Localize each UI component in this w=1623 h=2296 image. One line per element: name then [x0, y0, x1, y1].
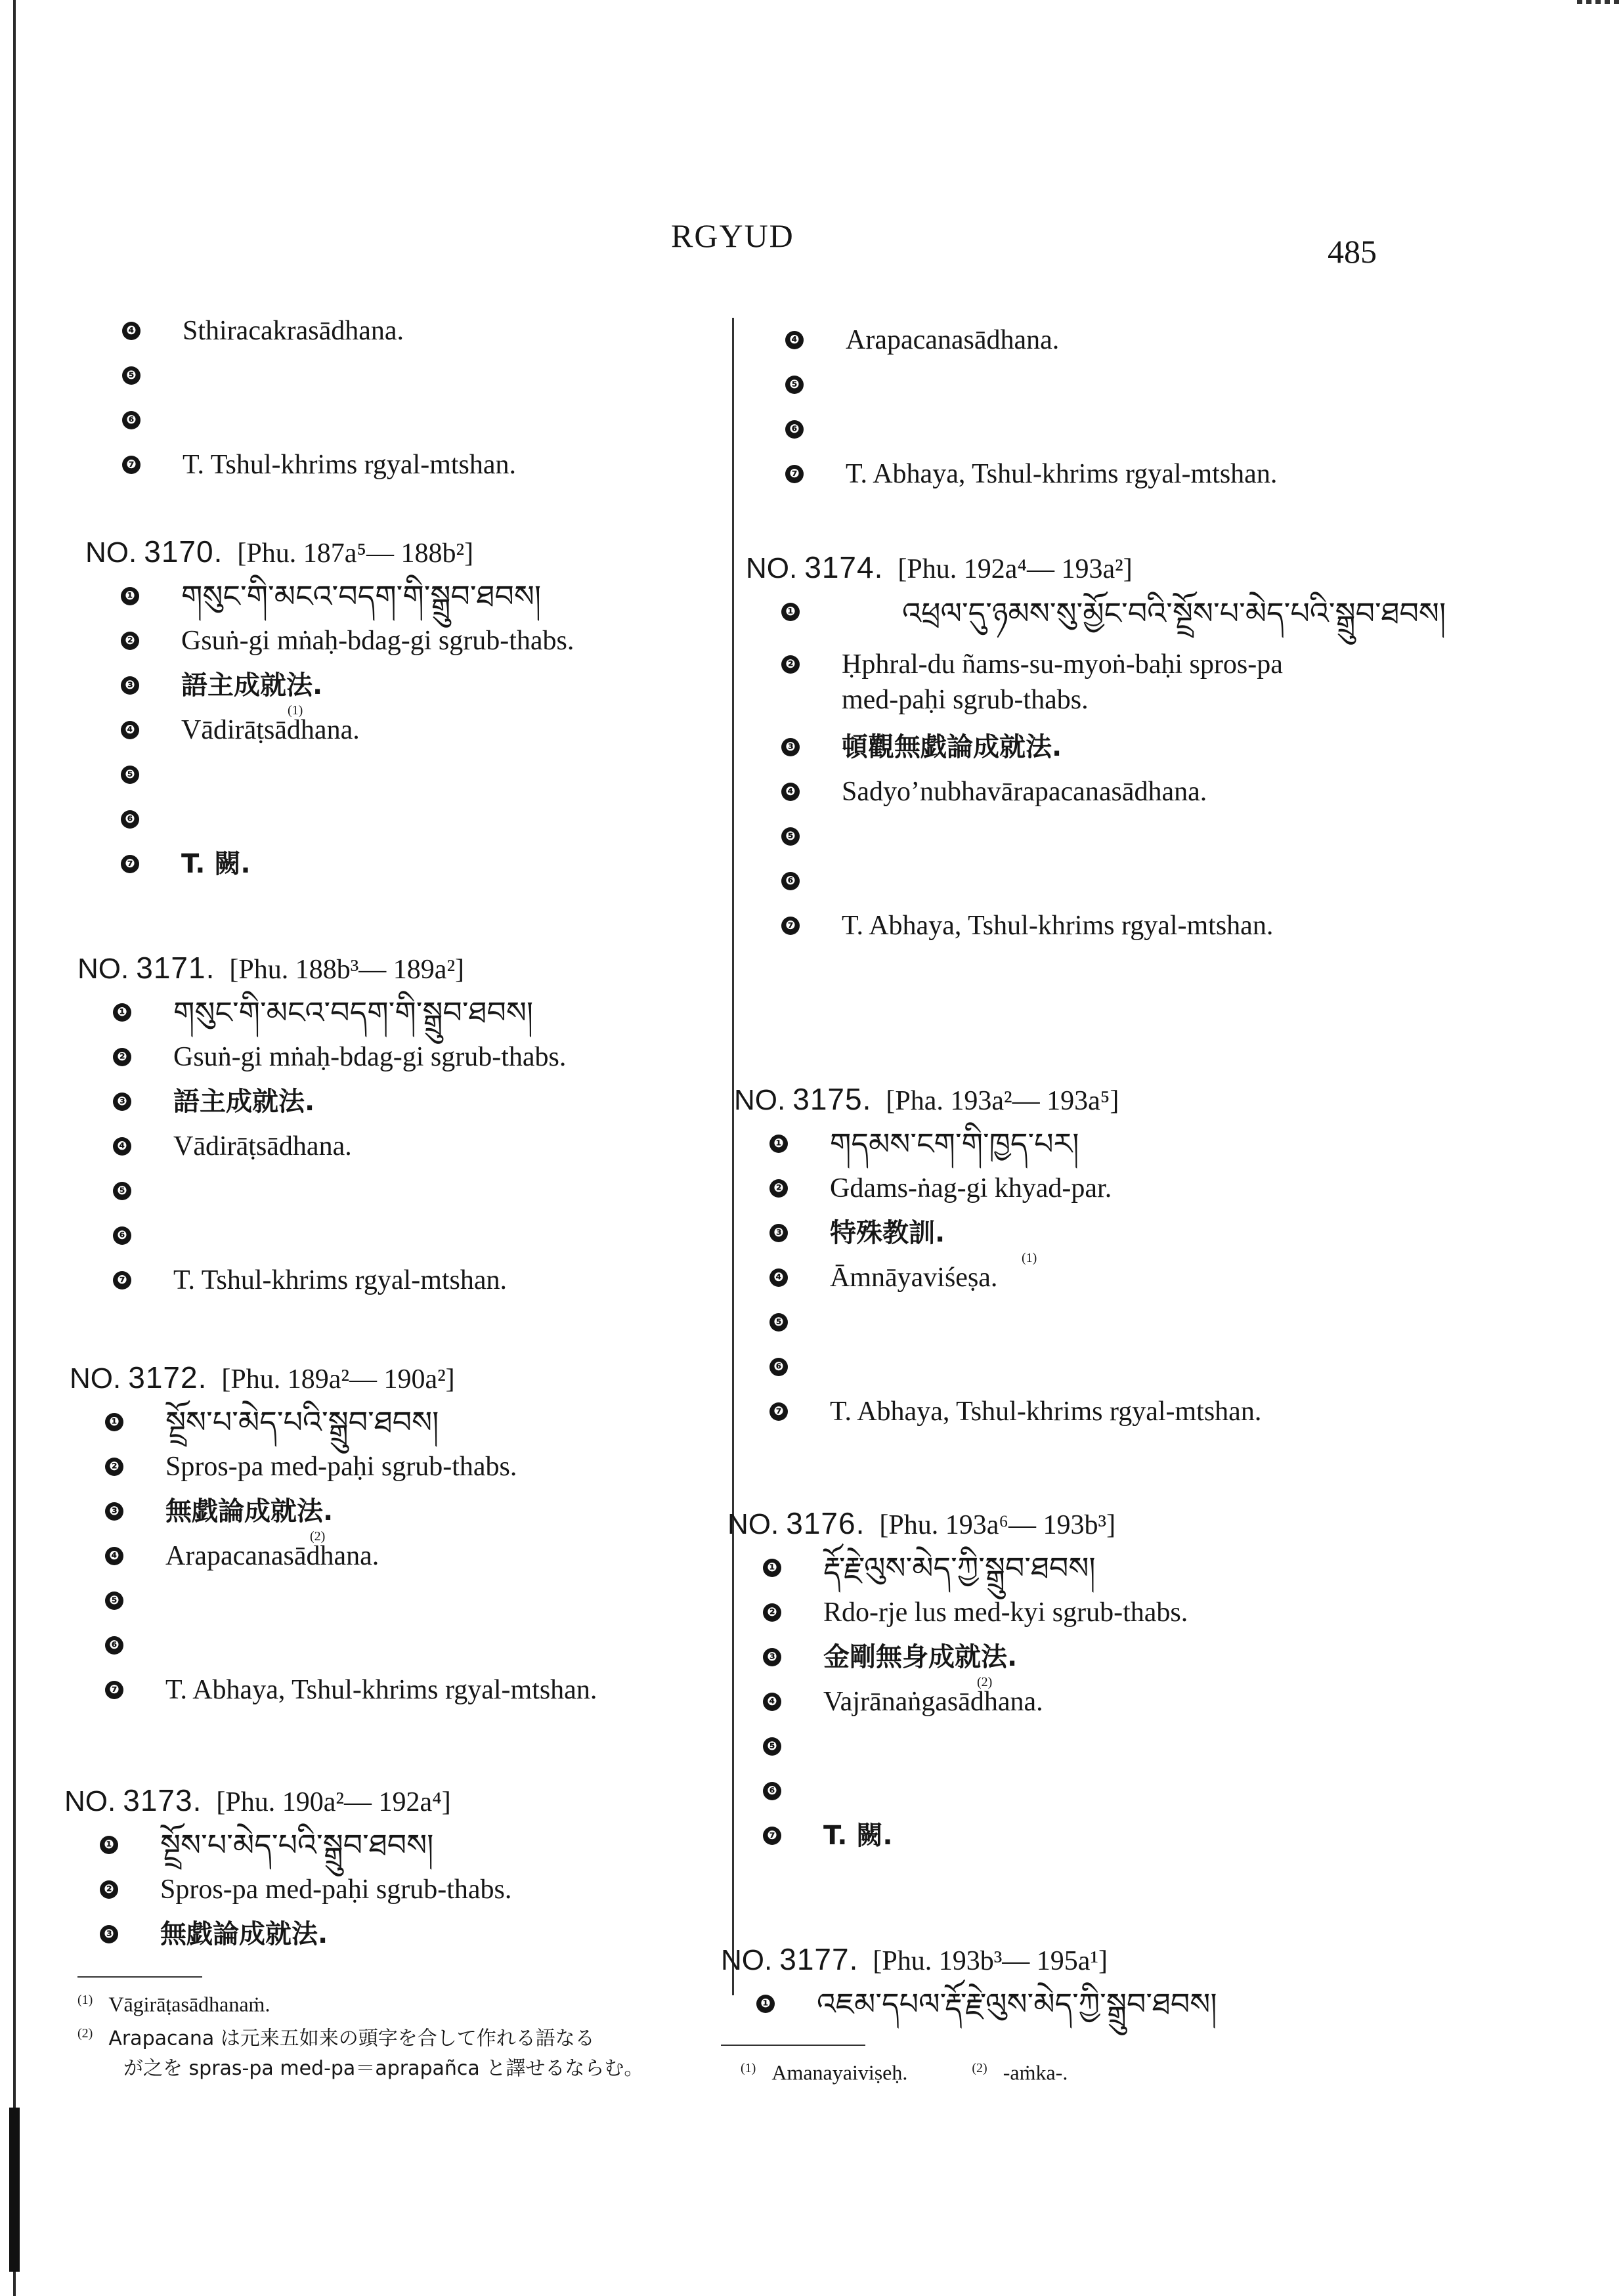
marker-7: ❼: [121, 855, 139, 873]
marker-4: ❹: [769, 1268, 788, 1287]
marker-5: ❺: [763, 1737, 781, 1756]
line-2: [781, 642, 1419, 687]
entry-3171: [77, 945, 567, 1303]
marker-3: ❸: [763, 1648, 781, 1666]
footnote-2-text: -aṁka-.: [1003, 2060, 1068, 2085]
footnote-ref: (1): [1022, 1251, 1037, 1265]
folio-location: [Phu. 190a²— 192a⁴]: [216, 1787, 451, 1817]
line-2: [769, 1166, 1119, 1211]
line-1: [763, 1546, 1115, 1590]
line-6: [769, 1345, 1119, 1389]
running-header: RGYUD: [671, 217, 794, 254]
line-2: [763, 1590, 1188, 1635]
entry-heading: [721, 1937, 1108, 1982]
marker-2: ❷: [763, 1603, 781, 1622]
marker-6: ❻: [781, 872, 800, 890]
marker-7: ❼: [113, 1271, 131, 1289]
entry-heading: [734, 1077, 1119, 1121]
marker-7: ❼: [785, 465, 804, 483]
transliteration: Gsuṅ-gi mṅaḥ-bdag-gi sgrub-thabs.: [181, 626, 574, 656]
entry-3170: [85, 529, 574, 886]
footnote-ref: (2): [310, 1529, 326, 1544]
entry-3172: [70, 1355, 597, 1712]
marker-1: ❶: [105, 1413, 123, 1431]
line-5: [121, 752, 473, 797]
marker-1: ❶: [100, 1836, 118, 1854]
entry-no-label: NO.: [64, 1785, 116, 1817]
footnotes-right: [741, 2054, 1068, 2087]
transliteration: Gsuṅ-gi mṅaḥ-bdag-gi sgrub-thabs.: [173, 1042, 567, 1072]
line-1: [756, 1982, 1217, 2026]
entry-no-label: NO.: [727, 1508, 779, 1540]
sanskrit-title: Vajrānaṅgasādhana.: [823, 1687, 1043, 1717]
footnote-2-text-a: Arapacana は元来五如来の頭字を合して作れる語なる: [108, 2027, 595, 2050]
line-6: [121, 797, 473, 842]
marker-3: ❸: [769, 1224, 788, 1242]
line-6: [113, 1213, 464, 1258]
marker-5: ❺: [769, 1313, 788, 1332]
entry-no-label: NO.: [70, 1362, 121, 1395]
marker-4: ❹: [105, 1547, 123, 1565]
marker-2: ❷: [781, 655, 800, 674]
line-7: [113, 1258, 508, 1303]
chinese-title: 頓觀無戯論成就法.: [842, 732, 1062, 762]
line-4: [105, 1529, 455, 1578]
marker-7: ❼: [122, 456, 141, 474]
chinese-title: 無戯論成就法.: [165, 1496, 334, 1527]
footnote-2-mark: (2): [972, 2061, 987, 2075]
marker-2: ❷: [113, 1048, 131, 1066]
chinese-title: 語主成就法.: [181, 670, 323, 701]
marker-2: ❷: [121, 632, 139, 650]
marker-6: ❻: [785, 420, 804, 439]
footnote-rule: [77, 1976, 202, 1978]
chinese-title: 無戯論成就法.: [160, 1919, 328, 1949]
folio-location: [Phu. 193b³— 195a¹]: [873, 1946, 1108, 1976]
line-5: [113, 1169, 464, 1213]
sanskrit-title: Arapacanasādhana.: [165, 1541, 379, 1571]
marker-4: ❹: [122, 322, 141, 340]
footnote-line: [741, 2054, 1068, 2087]
footnote-2-cont: [77, 2053, 643, 2083]
marker-4: ❹: [121, 721, 139, 739]
line-1: [113, 990, 534, 1035]
line-2: [121, 618, 574, 663]
entry-heading: [727, 1501, 1115, 1546]
transliteration: Ḥphral-du ñams-su-myoṅ-baḥi spros-pa: [842, 649, 1283, 680]
sanskrit-title: Arapacanasādhana.: [846, 325, 1060, 355]
folio-location: [Phu. 189a²— 190a²]: [221, 1364, 455, 1395]
line-2-cont: [781, 687, 1419, 725]
line-4: [763, 1675, 1115, 1724]
line-4: [113, 1124, 464, 1169]
entry-heading: [746, 545, 1419, 590]
entry-3176: [727, 1501, 1188, 1858]
transliteration: Gdams-ṅag-gi khyad-par.: [830, 1173, 1112, 1203]
line-6: [781, 859, 1419, 903]
corner-mark: [1577, 0, 1623, 4]
line-2: [113, 1035, 567, 1079]
translators: T. 闕.: [181, 849, 251, 879]
marker-1: ❶: [756, 1995, 775, 2013]
line-7: [105, 1668, 597, 1712]
line-1: [769, 1121, 1119, 1166]
line-3: [113, 1079, 464, 1124]
translators: T. Abhaya, Tshul-khrims rgyal-mtshan.: [842, 911, 1274, 941]
sanskrit-title: Sadyo’nubhavārapacanasādhana.: [842, 777, 1207, 807]
entry-no-label: NO.: [746, 552, 798, 584]
marker-7: ❼: [105, 1681, 123, 1699]
marker-1: ❶: [781, 603, 800, 621]
line-6: [763, 1769, 1115, 1813]
line-2: [105, 1444, 517, 1489]
footnote-2: [77, 2019, 643, 2054]
line-4: [769, 1251, 1119, 1300]
marker-1: ❶: [763, 1559, 781, 1577]
marker-4: ❹: [113, 1137, 131, 1156]
footnote-1-text: Vāgirāṭasādhanaṁ.: [108, 1992, 270, 2016]
footnote-2-text-b: が之を spras-pa med-pa＝aprapañca と譯せるならむ。: [123, 2057, 644, 2081]
entry-number: 3176.: [786, 1506, 865, 1540]
entry-heading: [64, 1778, 451, 1823]
chinese-title: 金剛無身成就法.: [823, 1642, 1018, 1672]
line-7: [769, 1389, 1262, 1434]
tibetan-title: སྔྲོས་པ་མེད་པའི་སྒྲུབ་ཐབས།: [160, 1827, 434, 1863]
marker-1: ❶: [121, 587, 139, 605]
chinese-title: 特殊教訓.: [830, 1218, 945, 1248]
marker-2: ❷: [100, 1880, 118, 1899]
chinese-title: 語主成就法.: [173, 1087, 315, 1117]
entry-3173: [64, 1778, 512, 1957]
entry-no-label: NO.: [85, 536, 137, 569]
entry-no-label: NO.: [77, 953, 129, 985]
tibetan-title: གསུང་གི་མངའ་བདག་གི་སྒྲུབ་ཐབས།: [181, 578, 542, 614]
footnote-ref: (1): [288, 703, 303, 718]
entry-number: 3175.: [792, 1082, 872, 1116]
line-5: [763, 1724, 1115, 1769]
entry-no-label: NO.: [721, 1944, 773, 1976]
footnote-1-mark: (1): [741, 2061, 756, 2075]
sanskrit-title: Āmnāyaviśeṣa.: [830, 1263, 998, 1293]
transliteration: Spros-pa med-paḥi sgrub-thabs.: [165, 1452, 517, 1482]
entry-3175: [734, 1077, 1262, 1434]
footnote-1-mark: (1): [77, 1993, 93, 2007]
entry-number: 3173.: [123, 1783, 202, 1817]
transliteration: Spros-pa med-paḥi sgrub-thabs.: [160, 1874, 512, 1905]
entry-number: 3177.: [779, 1942, 859, 1976]
page-edge-line: [13, 0, 16, 2296]
marker-3: ❸: [100, 1925, 118, 1943]
sanskrit-title: Sthiracakrasādhana.: [183, 316, 404, 346]
line-3: [121, 663, 473, 708]
line-6: [105, 1623, 455, 1668]
entry-number: 3172.: [128, 1360, 207, 1395]
entry-heading: [77, 945, 464, 990]
tibetan-title: འཇམ་དཔལ་རྡོ་རྗེ་ལུས་མེད་ཀྱི་སྒྲུབ་ཐབས།: [817, 1986, 1217, 2022]
marker-3: ❸: [781, 738, 800, 756]
line-4: [781, 769, 1419, 814]
line-1: [781, 590, 1446, 642]
tibetan-title: གདམས་ངག་གི་ཁྱད་པར།: [830, 1126, 1079, 1161]
marker-7: ❼: [781, 917, 800, 935]
marker-2: ❷: [105, 1458, 123, 1476]
entry-3177: [721, 1937, 1217, 2026]
marker-3: ❸: [121, 676, 139, 695]
marker-5: ❺: [781, 827, 800, 846]
line-3: [781, 725, 1419, 769]
tibetan-title: སྔྲོས་པ་མེད་པའི་སྒྲུབ་ཐབས།: [165, 1404, 439, 1440]
line-2: [100, 1867, 512, 1912]
page-number: 485: [1328, 233, 1377, 270]
translators: T. Abhaya, Tshul-khrims rgyal-mtshan.: [846, 459, 1278, 489]
entry-number: 3174.: [804, 550, 884, 584]
marker-3: ❸: [113, 1093, 131, 1111]
entry-3174: [746, 545, 1446, 948]
marker-2: ❷: [769, 1179, 788, 1198]
line-5: [769, 1300, 1119, 1345]
line-5: [781, 814, 1419, 859]
line-3: [763, 1635, 1115, 1679]
marker-6: ❻: [113, 1226, 131, 1245]
line-7: [781, 903, 1419, 948]
sanskrit-title: Vādirāṭsādhana.: [181, 715, 360, 745]
line-4: [121, 703, 473, 752]
entry-heading: [70, 1355, 455, 1400]
entry-number: 3171.: [136, 951, 215, 985]
translators: T. Abhaya, Tshul-khrims rgyal-mtshan.: [165, 1675, 597, 1705]
folio-location: [Phu. 193a⁶— 193b³]: [879, 1510, 1116, 1540]
marker-6: ❻: [121, 810, 139, 829]
folio-location: [Phu. 188b³— 189a²]: [229, 955, 465, 985]
translators: T. Abhaya, Tshul-khrims rgyal-mtshan.: [830, 1397, 1262, 1427]
marker-5: ❺: [121, 766, 139, 784]
transliteration: Rdo-rje lus med-kyi sgrub-thabs.: [823, 1597, 1188, 1628]
entry-number: 3170.: [144, 534, 223, 569]
footnote-1-text: Amanayaiviṣeḥ.: [771, 2060, 908, 2085]
binding-mark: [9, 2108, 20, 2272]
marker-6: ❻: [763, 1782, 781, 1800]
marker-3: ❸: [105, 1502, 123, 1521]
tibetan-title: གསུང་གི་མངའ་བདག་གི་སྒྲུབ་ཐབས།: [173, 995, 534, 1030]
footnote-ref: (2): [977, 1675, 993, 1689]
line-1: [100, 1823, 451, 1867]
entry-no-label: NO.: [734, 1084, 786, 1116]
line-7: [121, 842, 473, 886]
line-3: [100, 1912, 451, 1957]
footnotes-left: [77, 1985, 643, 2083]
tibetan-title: འཕྲལ་དུ་ཉམས་སུ་མྱོང་བའི་སྔྲོས་པ་མེད་པའི་སྒྲུབ་ཐབས།: [902, 596, 1446, 631]
marker-4: ❹: [763, 1693, 781, 1711]
footnote-1: [77, 1985, 643, 2019]
marker-6: ❻: [122, 411, 141, 429]
footnote-2-mark: (2): [77, 2025, 93, 2041]
sanskrit-title: Vādirāṭsādhana.: [173, 1131, 352, 1161]
marker-1: ❶: [113, 1003, 131, 1022]
folio-location: [Phu. 192a⁴— 193a²]: [898, 554, 1133, 584]
marker-5: ❺: [785, 376, 804, 394]
marker-6: ❻: [105, 1636, 123, 1655]
footnote-rule: [721, 2045, 865, 2046]
line-3: [105, 1489, 455, 1534]
tibetan-title: རྡོ་རྗེ་ལུས་མེད་ཀྱི་སྒྲུབ་ཐབས།: [823, 1550, 1096, 1586]
marker-4: ❹: [785, 331, 804, 349]
line-1: [121, 574, 542, 618]
marker-5: ❺: [105, 1592, 123, 1610]
transliteration-cont: med-paḥi sgrub-thabs.: [842, 685, 1089, 715]
entry-heading: [85, 529, 473, 574]
marker-5: ❺: [122, 366, 141, 385]
marker-7: ❼: [769, 1402, 788, 1421]
translators: T. Tshul-khrims rgyal-mtshan.: [183, 450, 517, 480]
folio-location: [Pha. 193a²— 193a⁵]: [886, 1086, 1119, 1116]
marker-4: ❹: [781, 783, 800, 801]
marker-5: ❺: [113, 1182, 131, 1200]
translators: T. Tshul-khrims rgyal-mtshan.: [173, 1265, 508, 1295]
marker-1: ❶: [769, 1135, 788, 1153]
marker-7: ❼: [763, 1827, 781, 1845]
translators: T. 闕.: [823, 1821, 893, 1851]
line-1: [105, 1400, 455, 1444]
line-7: [763, 1813, 1115, 1858]
folio-location: [Phu. 187a⁵— 188b²]: [237, 538, 474, 569]
line-3: [769, 1211, 1119, 1255]
marker-6: ❻: [769, 1358, 788, 1376]
line-5: [105, 1578, 455, 1623]
